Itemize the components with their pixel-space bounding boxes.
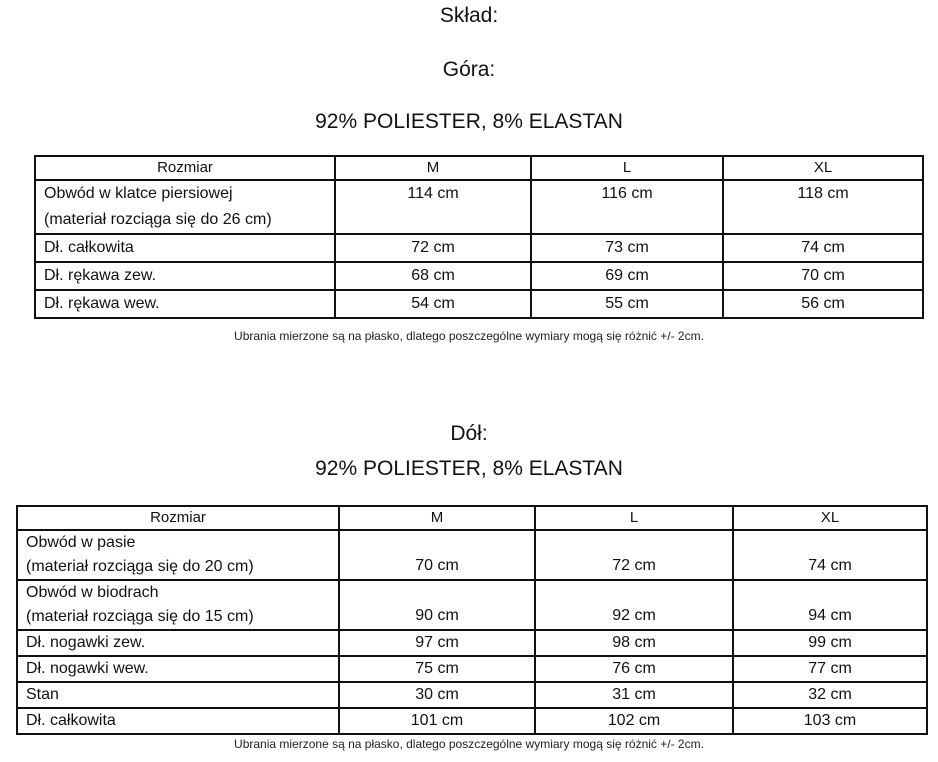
cell-value: 73 cm	[531, 234, 723, 262]
table-row	[17, 580, 927, 630]
table-row	[17, 682, 927, 708]
cell-value: 77 cm	[733, 656, 927, 682]
row-label: Dł. nogawki wew.	[17, 656, 339, 682]
table-row	[35, 290, 923, 318]
cell-value: 68 cm	[335, 262, 531, 290]
table-row	[17, 656, 927, 682]
cell-value: 75 cm	[339, 656, 535, 682]
column-header: XL	[723, 156, 923, 180]
row-label: Obwód w biodrach (materiał rozciąga się do 15 cm)	[17, 580, 339, 630]
column-header: L	[535, 506, 733, 530]
table-row	[35, 234, 923, 262]
cell-value: 101 cm	[339, 708, 535, 734]
cell-value: 54 cm	[335, 290, 531, 318]
row-label: Dł. całkowita	[35, 234, 335, 262]
cell-value: 72 cm	[535, 530, 733, 580]
column-header: Rozmiar	[35, 156, 335, 180]
row-label: Dł. całkowita	[17, 708, 339, 734]
table-header-row	[17, 506, 927, 530]
top-material: 92% POLIESTER, 8% ELASTAN	[315, 110, 623, 133]
bottom-heading: Dół:	[450, 422, 488, 445]
cell-value: 76 cm	[535, 656, 733, 682]
row-label: Obwód w klatce piersiowej (materiał rozciąga się do 26 cm)	[35, 180, 335, 234]
table-row	[17, 630, 927, 656]
column-header: L	[531, 156, 723, 180]
cell-value: 90 cm	[339, 580, 535, 630]
row-label: Stan	[17, 682, 339, 708]
table-row	[17, 530, 927, 580]
row-label: Dł. rękawa wew.	[35, 290, 335, 318]
column-header: M	[339, 506, 535, 530]
row-label: Dł. nogawki zew.	[17, 630, 339, 656]
column-header: M	[335, 156, 531, 180]
cell-value: 31 cm	[535, 682, 733, 708]
top-size-table	[34, 155, 924, 319]
table-row	[35, 262, 923, 290]
cell-value: 94 cm	[733, 580, 927, 630]
cell-value: 69 cm	[531, 262, 723, 290]
column-header: XL	[733, 506, 927, 530]
cell-value: 102 cm	[535, 708, 733, 734]
cell-value: 98 cm	[535, 630, 733, 656]
cell-value: 56 cm	[723, 290, 923, 318]
cell-value: 70 cm	[723, 262, 923, 290]
cell-value: 118 cm	[723, 180, 923, 234]
row-label: Obwód w pasie (materiał rozciąga się do 20 cm)	[17, 530, 339, 580]
cell-value: 30 cm	[339, 682, 535, 708]
cell-value: 74 cm	[723, 234, 923, 262]
cell-value: 114 cm	[335, 180, 531, 234]
cell-value: 74 cm	[733, 530, 927, 580]
cell-value: 72 cm	[335, 234, 531, 262]
top-heading: Góra:	[442, 58, 496, 81]
column-header: Rozmiar	[17, 506, 339, 530]
top-measurement-note: Ubrania mierzone są na płasko, dlatego poszczególne wymiary mogą się różnić +/- 2cm.	[234, 329, 704, 343]
row-label: Dł. rękawa zew.	[35, 262, 335, 290]
cell-value: 92 cm	[535, 580, 733, 630]
cell-value: 55 cm	[531, 290, 723, 318]
bottom-measurement-note: Ubrania mierzone są na płasko, dlatego poszczególne wymiary mogą się różnić +/- 2cm.	[234, 737, 704, 751]
bottom-material: 92% POLIESTER, 8% ELASTAN	[315, 457, 623, 480]
cell-value: 97 cm	[339, 630, 535, 656]
cell-value: 99 cm	[733, 630, 927, 656]
table-row	[17, 708, 927, 734]
table-row	[35, 180, 923, 234]
cell-value: 116 cm	[531, 180, 723, 234]
cell-value: 32 cm	[733, 682, 927, 708]
bottom-size-table	[16, 505, 928, 735]
cell-value: 103 cm	[733, 708, 927, 734]
cell-value: 70 cm	[339, 530, 535, 580]
composition-title: Skład:	[439, 4, 499, 27]
table-header-row	[35, 156, 923, 180]
